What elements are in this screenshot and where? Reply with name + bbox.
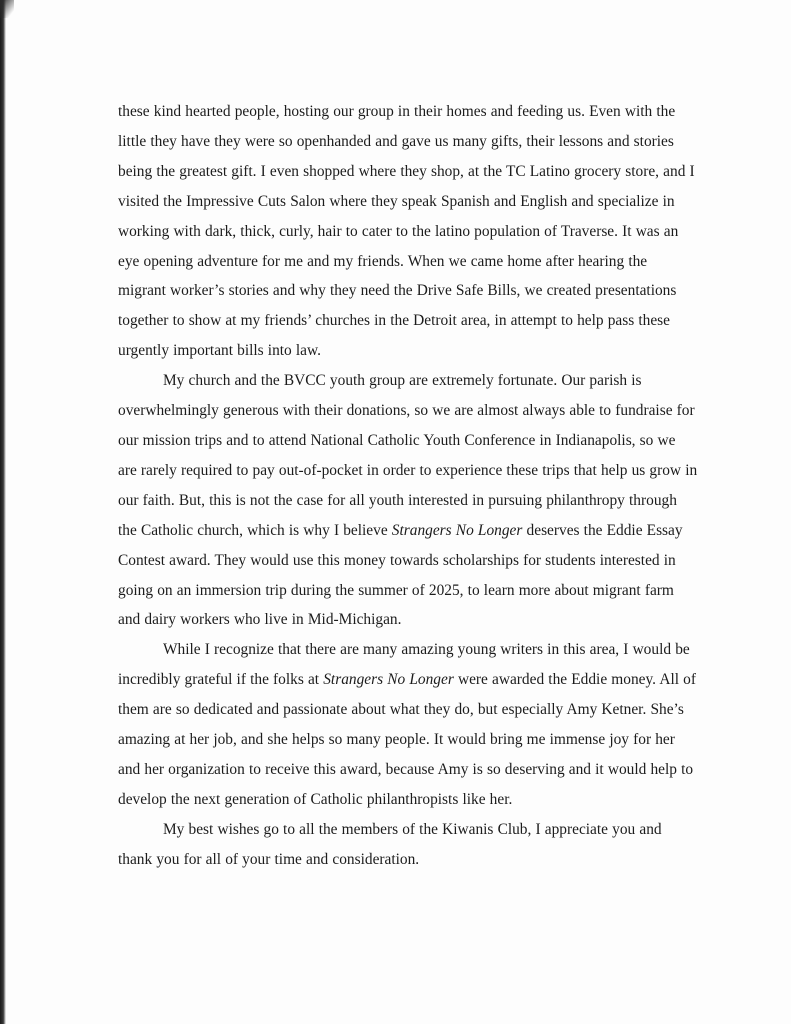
essay-body: [118, 97, 698, 875]
paragraph-3-text-a: While I recognize that there are many amazing young writers in this area, I would be incredibly grateful if the folks at: [118, 641, 690, 689]
paragraph-3-text-b: were awarded the Eddie money. All of them are so dedicated and passionate about what they do, but especially Amy Ketner. She’s amazing at her job, and she helps so many people. It would bring me immense joy for her and her organization to receive this award, because Amy is so deserving and it would help to develop the next generation of Catholic philanthropists like her.: [118, 671, 696, 808]
scan-edge-shadow: [0, 0, 6, 1024]
paragraph-3: [118, 635, 698, 814]
scan-corner-shadow: [0, 0, 14, 18]
paragraph-4: [118, 815, 698, 875]
organization-name-italic: Strangers No Longer: [323, 671, 454, 689]
paragraph-2-text-b: deserves the Eddie Essay Contest award. They would use this money towards scholarships for students interested in going on an immersion trip during the summer of 2025, to learn more about migrant farm and dairy workers who live in Mid-Michigan.: [118, 521, 683, 629]
paragraph-1-text: these kind hearted people, hosting our group in their homes and feeding us. Even with the little they have they were so openhanded and gave us many gifts, their lessons and stories being the greatest gift. I even shopped where they shop, at the TC Latino grocery store, and I visited the Impressive Cuts Salon where they speak Spanish and English and specialize in working with dark, thick, curly, hair to cater to the latino population of Traverse. It was an eye opening adventure for me and my friends. When we came home after hearing the migrant worker’s stories and why they need the Drive Safe Bills, we created presentations together to show at my friends’ churches in the Detroit area, in attempt to help pass these urgently important bills into law.: [118, 103, 695, 360]
paragraph-4-text: My best wishes go to all the members of the Kiwanis Club, I appreciate you and thank you for all of your time and consideration.: [118, 820, 662, 868]
paragraph-2-text-a: My church and the BVCC youth group are extremely fortunate. Our parish is overwhelmingly generous with their donations, so we are almost always able to fundraise for our mission trips and to attend National Catholic Youth Conference in Indianapolis, so we are rarely required to pay out-of-pocket in order to experience these trips that help us grow in our faith. But, this is not the case for all youth interested in pursuing philanthropy through the Catholic church, which is why I believe: [118, 372, 698, 539]
paragraph-1: [118, 97, 698, 366]
organization-name-italic: Strangers No Longer: [391, 521, 523, 539]
paragraph-2: [118, 366, 698, 635]
